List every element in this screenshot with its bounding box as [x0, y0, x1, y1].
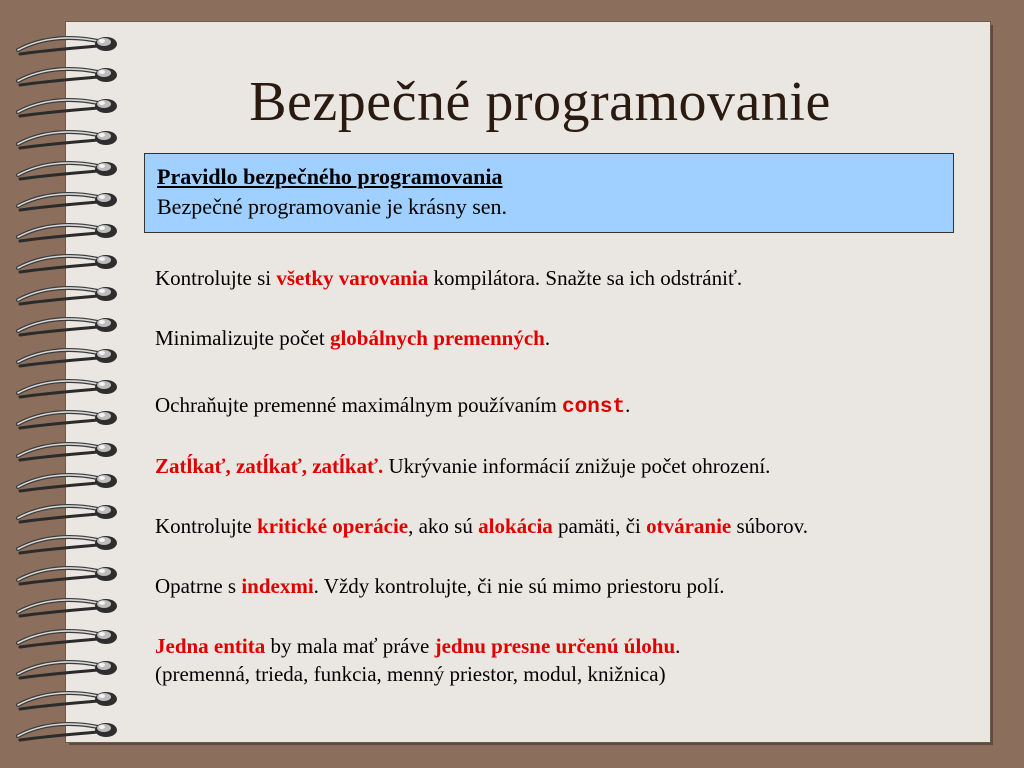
spiral-ring-icon — [14, 531, 126, 557]
item-text: . — [625, 393, 631, 417]
spiral-ring-icon — [14, 126, 126, 152]
item-highlight: otváranie — [646, 514, 732, 538]
item-globals — [155, 326, 550, 351]
item-text: súborov. — [731, 514, 809, 538]
item-text: Kontrolujte si — [155, 266, 277, 290]
spiral-ring-icon — [14, 157, 126, 183]
page-title: Bezpečné programovanie — [249, 71, 831, 133]
item-single-responsibility — [155, 634, 680, 659]
item-critical-ops — [155, 514, 808, 539]
spiral-ring-icon — [14, 282, 126, 308]
item-text: . — [675, 634, 681, 658]
item-text: Ukrývanie informácií znižuje počet ohrození. — [383, 454, 771, 478]
spiral-ring-icon — [14, 188, 126, 214]
spiral-ring-icon — [14, 687, 126, 713]
item-text: by mala mať práve — [265, 634, 435, 658]
item-text: pamäti, či — [552, 514, 647, 538]
spiral-ring-icon — [14, 594, 126, 620]
item-highlight: všetky varovania — [276, 266, 429, 290]
spiral-ring-icon — [14, 94, 126, 120]
item-entities-list — [155, 662, 666, 687]
spiral-ring-icon — [14, 406, 126, 432]
item-warnings — [155, 266, 742, 291]
item-text: Minimalizujte počet — [155, 326, 330, 350]
item-highlight: jednu presne určenú úlohu — [434, 634, 676, 658]
spiral-ring-icon — [14, 63, 126, 89]
spiral-ring-icon — [14, 438, 126, 464]
spiral-binding — [0, 8, 132, 748]
spiral-ring-icon — [14, 375, 126, 401]
item-highlight: alokácia — [478, 514, 553, 538]
item-text: Kontrolujte — [155, 514, 258, 538]
item-highlight: globálnych premenných — [329, 326, 545, 350]
rule-heading: Pravidlo bezpečného programovania — [157, 164, 503, 189]
item-highlight: indexmi — [241, 574, 314, 598]
item-text: (premenná, trieda, funkcia, menný priestor, modul, knižnica) — [155, 662, 666, 686]
spiral-ring-icon — [14, 718, 126, 744]
spiral-ring-icon — [14, 625, 126, 651]
spiral-ring-icon — [14, 562, 126, 588]
spiral-ring-icon — [14, 500, 126, 526]
item-const — [155, 393, 630, 419]
rule-box — [144, 153, 954, 233]
item-highlight: Jedna entita — [155, 634, 266, 658]
spiral-ring-icon — [14, 219, 126, 245]
item-text: . Vždy kontrolujte, či nie sú mimo priestoru polí. — [313, 574, 725, 598]
item-text: kompilátora. Snažte sa ich odstrániť. — [428, 266, 743, 290]
rule-text: Bezpečné programovanie je krásny sen. — [157, 194, 508, 219]
item-code: const — [562, 396, 626, 419]
spiral-ring-icon — [14, 250, 126, 276]
item-text: Ochraňujte premenné maximálnym používaním — [155, 393, 563, 417]
spiral-ring-icon — [14, 656, 126, 682]
spiral-ring-icon — [14, 32, 126, 58]
item-text: . — [544, 326, 551, 350]
item-text: Opatrne s — [155, 574, 242, 598]
spiral-ring-icon — [14, 313, 126, 339]
item-encapsulation — [155, 454, 770, 479]
item-highlight: Zatĺkať, zatĺkať, zatĺkať. — [155, 454, 384, 478]
item-text: , ako sú — [408, 514, 479, 538]
item-highlight: kritické operácie — [257, 514, 409, 538]
spiral-ring-icon — [14, 344, 126, 370]
spiral-ring-icon — [14, 469, 126, 495]
item-indexes — [155, 574, 724, 599]
